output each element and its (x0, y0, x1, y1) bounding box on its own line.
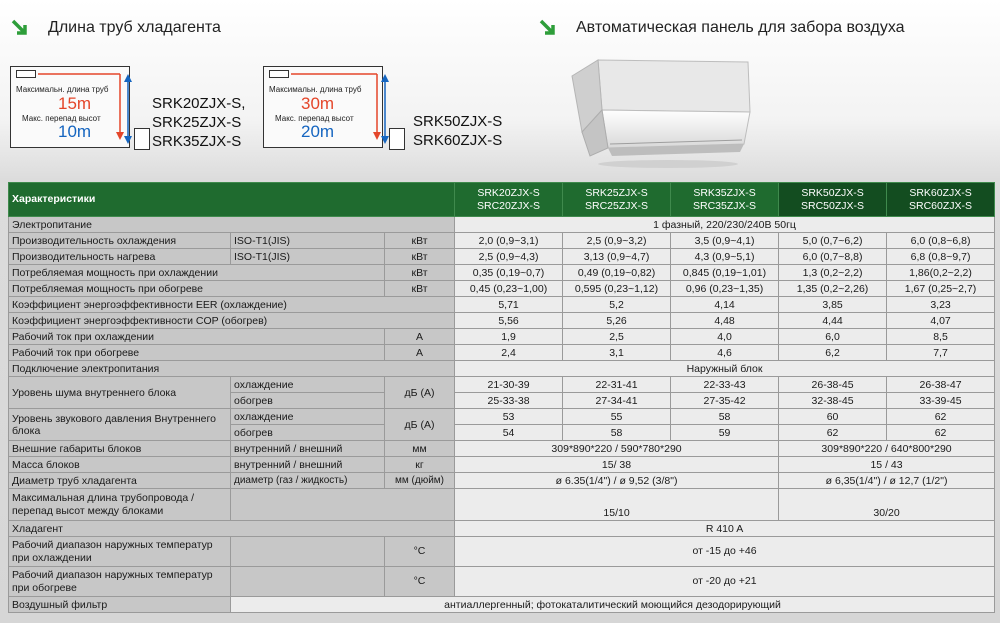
table-row (9, 441, 995, 457)
table-cell: 0,845 (0,19~1,01) (671, 265, 779, 281)
table-cell: Рабочий диапазон наружных температур при обогреве (9, 567, 231, 597)
max-diff-value: 10m (58, 122, 92, 141)
table-cell: 30/20 (779, 489, 995, 521)
table-cell: 58 (563, 425, 671, 441)
table-row (9, 265, 995, 281)
table-cell: кВт (385, 265, 455, 281)
table-cell: Внешние габариты блоков (9, 441, 231, 457)
table-cell: Рабочий ток при охлаждении (9, 329, 385, 345)
table-cell: Коэффициент энергоэффективности EER (охлаждение) (9, 297, 455, 313)
header-model: SRK50ZJX-S SRC50ZJX-S (779, 183, 887, 217)
table-cell: 1,86(0,2~2,2) (887, 265, 995, 281)
table-cell: 15/10 (455, 489, 779, 521)
table-row (9, 217, 995, 233)
table-cell: 6,0 (0,7~8,8) (779, 249, 887, 265)
table-cell: Наружный блок (455, 361, 995, 377)
table-cell: 0,35 (0,19~0,7) (455, 265, 563, 281)
model-name: SRK25ZJX-S (152, 114, 242, 131)
spec-table (8, 182, 995, 613)
table-cell: 27-35-42 (671, 393, 779, 409)
table-cell: 4,14 (671, 297, 779, 313)
table-cell: охлаждение (231, 377, 385, 393)
table-cell: 59 (671, 425, 779, 441)
table-row (9, 597, 995, 613)
table-row (9, 457, 995, 473)
table-cell: 62 (779, 425, 887, 441)
models-list-large (413, 112, 502, 150)
table-cell: °С (385, 567, 455, 597)
table-cell: 53 (455, 409, 563, 425)
table-row (9, 345, 995, 361)
table-cell: внутренний / внешний (231, 457, 385, 473)
table-cell: 21-30-39 (455, 377, 563, 393)
table-cell: Производительность охлаждения (9, 233, 231, 249)
header-model: SRK20ZJX-S SRC20ZJX-S (455, 183, 563, 217)
table-cell: 0,96 (0,23~1,35) (671, 281, 779, 297)
table-cell: 54 (455, 425, 563, 441)
table-cell: 2,5 (0,9~3,2) (563, 233, 671, 249)
table-cell: ø 6,35(1/4") / ø 12,7 (1/2") (779, 473, 995, 489)
table-row (9, 377, 995, 393)
table-cell: 60 (779, 409, 887, 425)
table-cell: 4,6 (671, 345, 779, 361)
table-cell: 2,5 (563, 329, 671, 345)
table-cell: R 410 A (455, 521, 995, 537)
table-cell: 5,56 (455, 313, 563, 329)
table-cell: 6,8 (0,8~9,7) (887, 249, 995, 265)
table-cell: антиаллергенный; фотокаталитический моющийся дезодорирующий (231, 597, 995, 613)
air-panel-heading (538, 18, 905, 38)
table-cell: кВт (385, 233, 455, 249)
table-cell: Хладагент (9, 521, 455, 537)
table-cell: Диаметр труб хладагента (9, 473, 231, 489)
table-cell: 62 (887, 409, 995, 425)
table-cell: Потребляемая мощность при охлаждении (9, 265, 385, 281)
table-cell: ø 6.35(1/4") / ø 9,52 (3/8") (455, 473, 779, 489)
table-cell: 25-33-38 (455, 393, 563, 409)
table-cell: 1,9 (455, 329, 563, 345)
outdoor-unit-icon (389, 128, 405, 150)
max-length-value: 30m (301, 94, 335, 113)
table-cell: Коэффициент энергоэффективности COP (обогрев) (9, 313, 455, 329)
header-model: SRK35ZJX-S SRC35ZJX-S (671, 183, 779, 217)
table-cell: 2,5 (0,9~4,3) (455, 249, 563, 265)
table-cell: 2,0 (0,9~3,1) (455, 233, 563, 249)
table-cell: от -20 до +21 (455, 567, 995, 597)
table-cell: Воздушный фильтр (9, 597, 231, 613)
table-cell: дБ (А) (385, 409, 455, 441)
table-cell: ISO-T1(JIS) (231, 249, 385, 265)
table-cell: Уровень звукового давления Внутреннего блока (9, 409, 231, 441)
table-cell: 15 / 43 (779, 457, 995, 473)
table-cell: Подключение электропитания (9, 361, 455, 377)
table-cell: 4,3 (0,9~5,1) (671, 249, 779, 265)
table-cell: 62 (887, 425, 995, 441)
table-cell: кВт (385, 249, 455, 265)
table-cell: 15/ 38 (455, 457, 779, 473)
table-row (9, 521, 995, 537)
table-cell: 1,3 (0,2~2,2) (779, 265, 887, 281)
pipe-length-heading (10, 18, 221, 38)
max-length-label: Максимальн. длина труб (16, 85, 109, 94)
table-cell: Рабочий ток при обогреве (9, 345, 385, 361)
table-cell: 55 (563, 409, 671, 425)
max-diff-label: Макс. перепад высот (275, 114, 354, 123)
table-cell: охлаждение (231, 409, 385, 425)
table-cell: от -15 до +46 (455, 537, 995, 567)
table-row (9, 473, 995, 489)
table-cell: 58 (671, 409, 779, 425)
table-row (9, 537, 995, 567)
table-cell: Потребляемая мощность при обогреве (9, 281, 385, 297)
table-cell: 4,44 (779, 313, 887, 329)
table-cell: мм (385, 441, 455, 457)
models-list-small (152, 94, 245, 151)
table-cell: кг (385, 457, 455, 473)
table-cell: 3,1 (563, 345, 671, 361)
air-conditioner-image (568, 52, 758, 172)
table-cell: кВт (385, 281, 455, 297)
table-row (9, 489, 995, 521)
table-cell: 3,13 (0,9~4,7) (563, 249, 671, 265)
pipe-diagram-small (10, 66, 140, 154)
table-cell: 0,49 (0,19~0,82) (563, 265, 671, 281)
table-cell: Уровень шума внутреннего блока (9, 377, 231, 409)
table-cell: диаметр (газ / жидкость) (231, 473, 385, 489)
table-cell: 7,7 (887, 345, 995, 361)
pipe-diagram-large (263, 66, 393, 154)
table-cell: обогрев (231, 425, 385, 441)
table-row (9, 281, 995, 297)
table-cell (231, 489, 455, 521)
table-cell: 5,0 (0,7~6,2) (779, 233, 887, 249)
model-name: SRK20ZJX-S, (152, 95, 246, 112)
header-characteristics: Характеристики (9, 183, 455, 217)
max-length-label: Максимальн. длина труб (269, 85, 362, 94)
max-diff-value: 20m (301, 122, 335, 141)
table-cell: Рабочий диапазон наружных температур при охлаждении (9, 537, 231, 567)
table-row (9, 361, 995, 377)
table-cell: А (385, 345, 455, 361)
table-cell (231, 537, 385, 567)
table-cell: 6,0 (779, 329, 887, 345)
table-cell: 0,45 (0,23~1,00) (455, 281, 563, 297)
model-name: SRK60ZJX-S (413, 132, 503, 149)
table-cell: Электропитание (9, 217, 455, 233)
table-cell: дБ (А) (385, 377, 455, 409)
outdoor-unit-icon (134, 128, 150, 150)
max-diff-label: Макс. перепад высот (22, 114, 101, 123)
table-cell: 1,35 (0,2~2,26) (779, 281, 887, 297)
table-cell: 309*890*220 / 590*780*290 (455, 441, 779, 457)
model-name: SRK50ZJX-S (413, 113, 503, 130)
table-cell: 22-33-43 (671, 377, 779, 393)
air-panel-title: Автоматическая панель для забора воздуха (576, 19, 905, 36)
table-header-row (9, 183, 995, 217)
table-cell: 4,0 (671, 329, 779, 345)
header-model: SRK60ZJX-S SRC60ZJX-S (887, 183, 995, 217)
table-cell: внутренний / внешний (231, 441, 385, 457)
table-cell: Максимальная длина трубопровода / перепад высот между блоками (9, 489, 231, 521)
table-cell: 26-38-45 (779, 377, 887, 393)
table-cell: 5,2 (563, 297, 671, 313)
table-cell: Масса блоков (9, 457, 231, 473)
table-cell: 22-31-41 (563, 377, 671, 393)
table-row (9, 409, 995, 425)
table-cell: ISO-T1(JIS) (231, 233, 385, 249)
table-cell: 4,07 (887, 313, 995, 329)
table-cell: 5,26 (563, 313, 671, 329)
model-name: SRK35ZJX-S (152, 133, 242, 150)
max-length-value: 15m (58, 94, 92, 113)
table-cell: 0,595 (0,23~1,12) (563, 281, 671, 297)
table-row (9, 313, 995, 329)
table-cell: 3,5 (0,9~4,1) (671, 233, 779, 249)
table-cell: Производительность нагрева (9, 249, 231, 265)
table-row (9, 567, 995, 597)
table-cell: мм (дюйм) (385, 473, 455, 489)
table-cell: 27-34-41 (563, 393, 671, 409)
table-cell: 6,2 (779, 345, 887, 361)
table-cell: 32-38-45 (779, 393, 887, 409)
table-cell: А (385, 329, 455, 345)
table-cell (231, 567, 385, 597)
table-cell: 8,5 (887, 329, 995, 345)
green-arrow-icon (538, 18, 558, 38)
table-row (9, 329, 995, 345)
table-cell: 3,85 (779, 297, 887, 313)
table-cell: 2,4 (455, 345, 563, 361)
table-cell: 33-39-45 (887, 393, 995, 409)
table-cell: 1 фазный, 220/230/240В 50гц (455, 217, 995, 233)
table-cell: 4,48 (671, 313, 779, 329)
table-cell: 26-38-47 (887, 377, 995, 393)
table-cell: 1,67 (0,25~2,7) (887, 281, 995, 297)
table-row (9, 233, 995, 249)
table-cell: °С (385, 537, 455, 567)
table-cell: 309*890*220 / 640*800*290 (779, 441, 995, 457)
table-cell: обогрев (231, 393, 385, 409)
table-cell: 3,23 (887, 297, 995, 313)
table-row (9, 297, 995, 313)
table-cell: 5,71 (455, 297, 563, 313)
table-row (9, 249, 995, 265)
header-model: SRK25ZJX-S SRC25ZJX-S (563, 183, 671, 217)
pipe-length-title: Длина труб хладагента (48, 19, 221, 36)
green-arrow-icon (10, 18, 30, 38)
table-cell: 6,0 (0,8~6,8) (887, 233, 995, 249)
